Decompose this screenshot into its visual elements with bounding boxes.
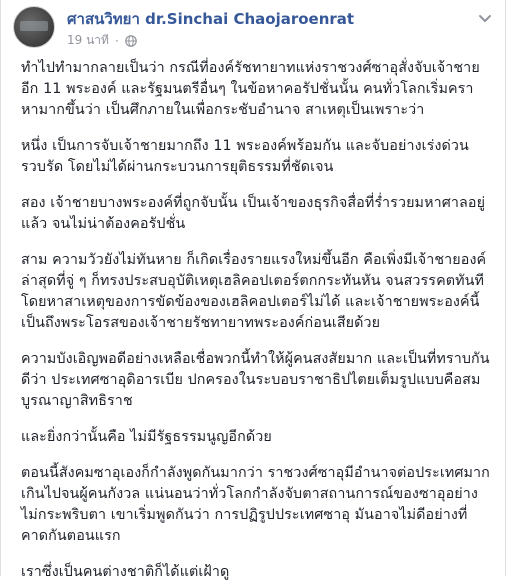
post-paragraph: สาม ความวัวยังไม่ทันหาย ก็เกิดเรื่องรายแรงใหม่ขึ้นอีก คือเพิ่งมีเจ้าชายองค์ล่าสุดที่จู่ ๆ ก็ทรงประสบอุบัติเหตุเฮลิคอปเตอร์ตกกระทันหัน จนสวรรคตทันที โดยหาสาเหตุของการขัดข้องของเฮลิคอปเตอร์ไม่ได้ และเจ้าชายพระองค์นี้เป็นถึงพระโอรสของเจ้าชายรัชทายาทพระองค์ก่อนเสียด้วย — [21, 252, 487, 331]
avatar[interactable] — [13, 6, 55, 48]
globe-icon — [125, 35, 137, 47]
post-body — [1, 58, 505, 583]
timestamp[interactable]: 19 นาที — [67, 33, 109, 47]
post-paragraph: ความบังเอิญพอดีอย่างเหลือเชื่อพวกนี้ทำให้ผู้คนสงสัยมาก และเป็นที่ทราบกันดีว่า ประเทศซาอุดิอารเบีย ปกครองในระบอบราชาธิปไตยเต็มรูปแบบคือสมบูรณาญาสิทธิราช — [21, 351, 490, 409]
post-paragraph: ทำไปทำมากลายเป็นว่า กรณีที่องค์รัชทายาทแห่งราชวงศ์ซาอุสั่งจับเจ้าชายอีก 11 พระองค์ และรัฐมนตรีอื่นๆ ในข้อหาคอรัปชั่นนั้น คนทั่วโลกเริ่มคราหามากขึ้นว่า เป็นศึกภายในเพื่อกระชับอำนาจ สาเหตุเป็นเพราะว่า — [21, 60, 480, 118]
chevron-down-icon[interactable] — [477, 10, 493, 26]
post-paragraph: ตอนนี้สังคมซาอุเองก็กำลังพูดกันมากว่า ราชวงศ์ซาอุมีอำนาจต่อประเทศมากเกินไปจนผู้คนกังวล แน่นอนว่าทั่วโลกกำลังจับตาสถานการณ์ของซาอุอย่างไม่กระพริบตา เขาเริ่มพูดกันว่า การปฏิรูปประเทศซาอุ มันอาจไม่ดีอย่างที่คาดกันตอนแรก — [21, 465, 490, 544]
author-name[interactable]: ศาสนวิทยา dr.Sinchai Chaojaroenrat — [67, 10, 355, 28]
post-meta: 19 นาที · — [67, 31, 137, 50]
post-paragraph: และยิ่งกว่านั้นคือ ไม่มีรัฐธรรมนูญอีกด้วย — [21, 429, 272, 445]
post-header — [1, 0, 505, 58]
post-paragraph: สอง เจ้าชายบางพระองค์ที่ถูกจับนั้น เป็นเจ้าของธุรกิจสื่อที่ร่ำรวยมหาศาลอยู่แล้ว จนไม่น่าต้องคอรัปชั่น — [21, 195, 486, 232]
post-paragraph: เราซึ่งเป็นคนต่างชาติก็ได้แต่เฝ้าดู — [21, 564, 230, 580]
post-paragraph: หนึ่ง เป็นการจับเจ้าชายมากถึง 11 พระองค์พร้อมกัน และจับอย่างเร่งด่วนรวบรัด โดยไม่ได้ผ่านกระบวนการยุติธรรมที่ชัดเจน — [21, 138, 469, 175]
